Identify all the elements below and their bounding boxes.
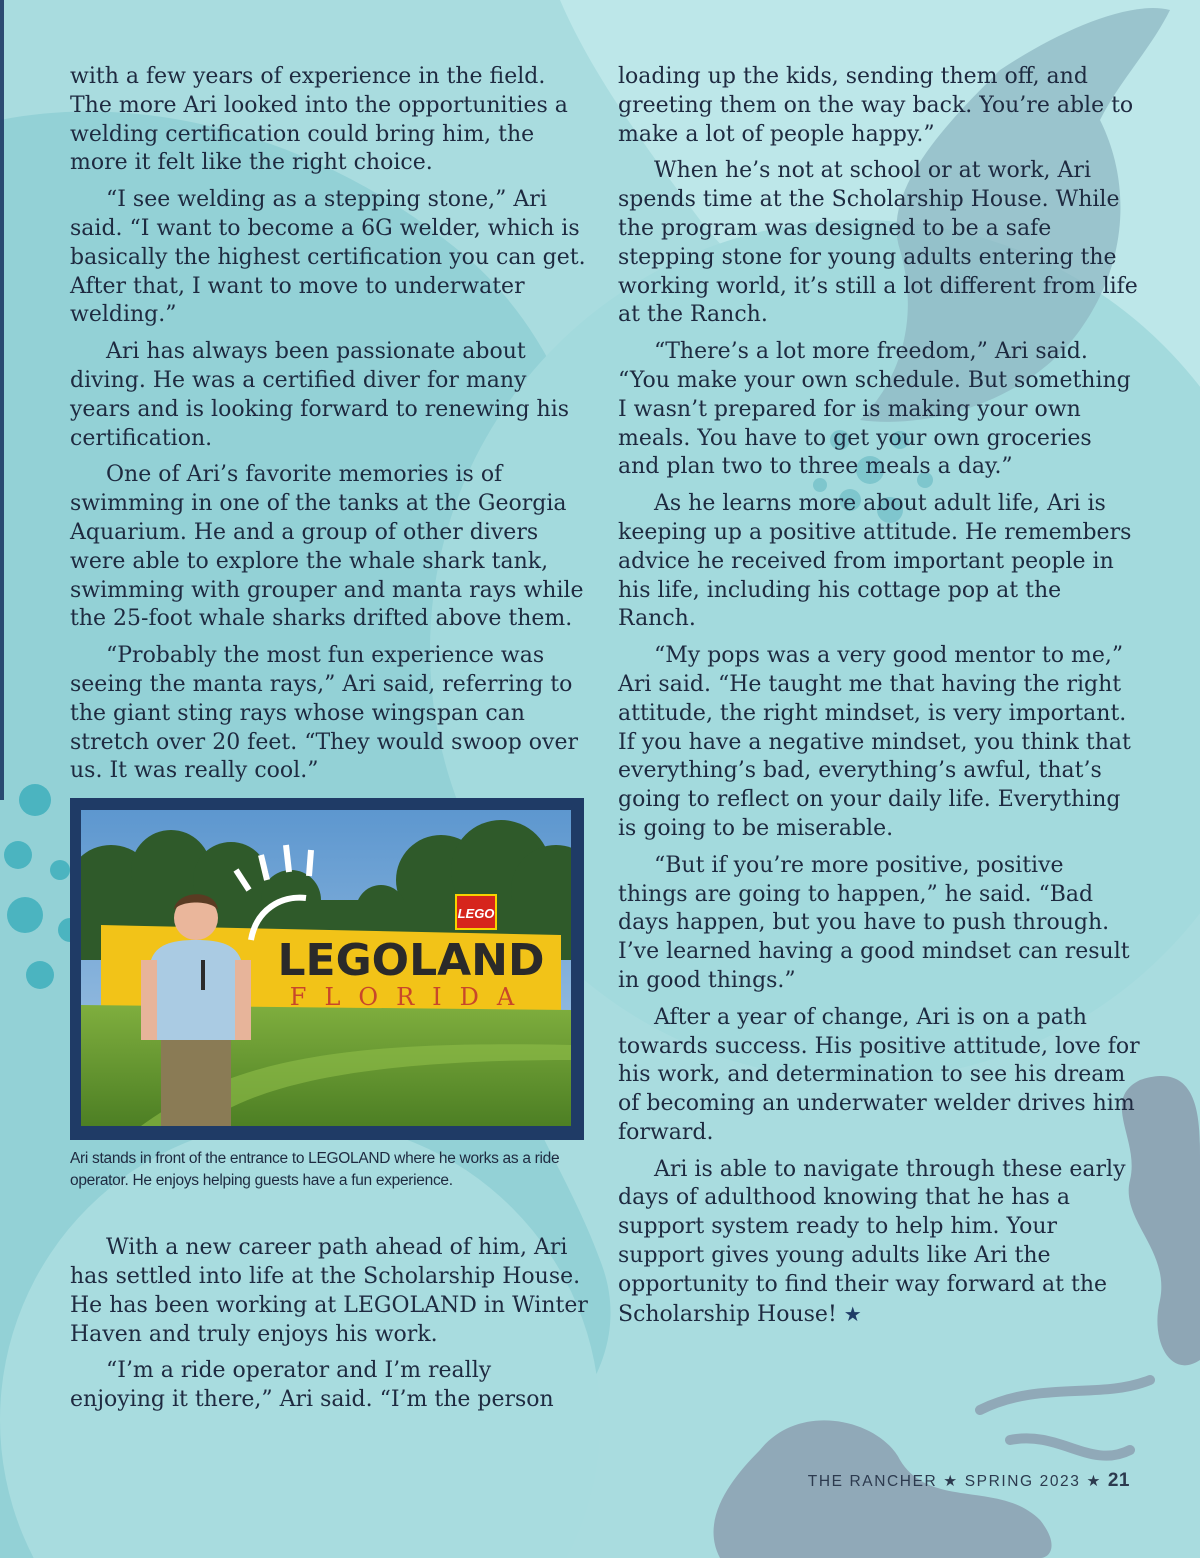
page-footer: [808, 1470, 1130, 1492]
photo-caption: Ari stands in front of the entrance to LEGOLAND where he works as a ride operator. He enjoys helping guests have a fun experience.: [70, 1150, 560, 1190]
paragraph: As he learns more about adult life, Ari is keeping up a positive attitude. He remembers advice he received from important people in his life, including his cottage pop at the Ranch.: [618, 491, 1132, 632]
paragraph: “But if you’re more positive, positive things are going to happen,” he said. “Bad days happen, but you have to push through. I’ve learned having a good mindset can result in good things.”: [618, 852, 1130, 993]
paragraph: Ari has always been passionate about diving. He was a certified diver for many years and is looking forward to renewing his certification.: [70, 339, 570, 451]
closing-paragraph: [618, 1156, 1140, 1330]
paragraph: “My pops was a very good mentor to me,” Ari said. “He taught me that having the right attitude, the right mindset, is very important. If you have a negative mindset, you think that everything’s bad, everything’s awful, that’s going to reflect on your daily life. Everything is going to be miserable.: [618, 643, 1131, 841]
footer-star-icon: ★: [943, 1473, 959, 1490]
publication-name: THE RANCHER: [807, 1473, 938, 1490]
left-column: [70, 63, 590, 1423]
paragraph: When he’s not at school or at work, Ari spends time at the Scholarship House. While the program was designed to be a safe stepping stone for young adults entering the working world, it’s still a lot different from life at the Ranch.: [618, 158, 1138, 328]
sign-florida-text: FLORIDA: [289, 983, 533, 1012]
left-column-continued: [70, 1234, 590, 1415]
paragraph: With a new career path ahead of him, Ari has settled into life at the Scholarship House. He has been working at LEGOLAND in Winter Haven and truly enjoys his work.: [70, 1235, 588, 1347]
lego-logo-text: LEGO: [457, 906, 495, 922]
paragraph: with a few years of experience in the field. The more Ari looked into the opportunities a welding certification could bring him, the more it felt like the right choice.: [70, 64, 568, 176]
paragraph: “Probably the most fun experience was seeing the manta rays,” Ari said, referring to the giant sting rays whose wingspan can stretch over 20 feet. “They would swoop over us. It was really cool.”: [70, 643, 578, 784]
footer-star-icon: ★: [1086, 1473, 1102, 1490]
issue-label: SPRING 2023: [964, 1473, 1081, 1490]
paragraph: After a year of change, Ari is on a path towards success. His positive attitude, love for his work, and determination to see his dream of becoming an underwater welder drives him forward.: [618, 1004, 1140, 1145]
paragraph: “I’m a ride operator and I’m really enjoying it there,” Ari said. “I’m the person: [70, 1358, 554, 1413]
left-column-paragraphs: [70, 63, 590, 786]
paragraph: “I see welding as a stepping stone,” Ari said. “I want to become a 6G welder, which is basically the highest certification you can get. After that, I want to move to underwater welding.”: [70, 187, 586, 328]
paragraph: loading up the kids, sending them off, and greeting them on the way back. You’re able to make a lot of people happy.”: [618, 64, 1134, 147]
legoland-photo: [81, 810, 571, 1126]
sign-legoland-text: LEGOLAND: [277, 935, 545, 987]
photo-frame: [70, 798, 584, 1140]
right-column: [618, 63, 1140, 1337]
paragraph: “There’s a lot more freedom,” Ari said. “You make your own schedule. But something I wasn’t prepared for is making your own meals. You have to get your own groceries and plan two to three meals a day.”: [618, 339, 1131, 480]
page-number: 21: [1107, 1470, 1130, 1491]
paragraph: One of Ari’s favorite memories is of swimming in one of the tanks at the Georgia Aquarium. He and a group of other divers were able to explore the whale shark tank, swimming with grouper and manta rays while the 25-foot whale sharks drifted above them.: [70, 462, 584, 632]
closing-paragraph-text: Ari is able to navigate through these early days of adulthood knowing that he has a support system ready to help him. Your support gives young adults like Ari the opportunity to find their way forward at the Scholarship House!: [618, 1156, 1126, 1327]
end-star-icon: ★: [843, 1301, 862, 1326]
